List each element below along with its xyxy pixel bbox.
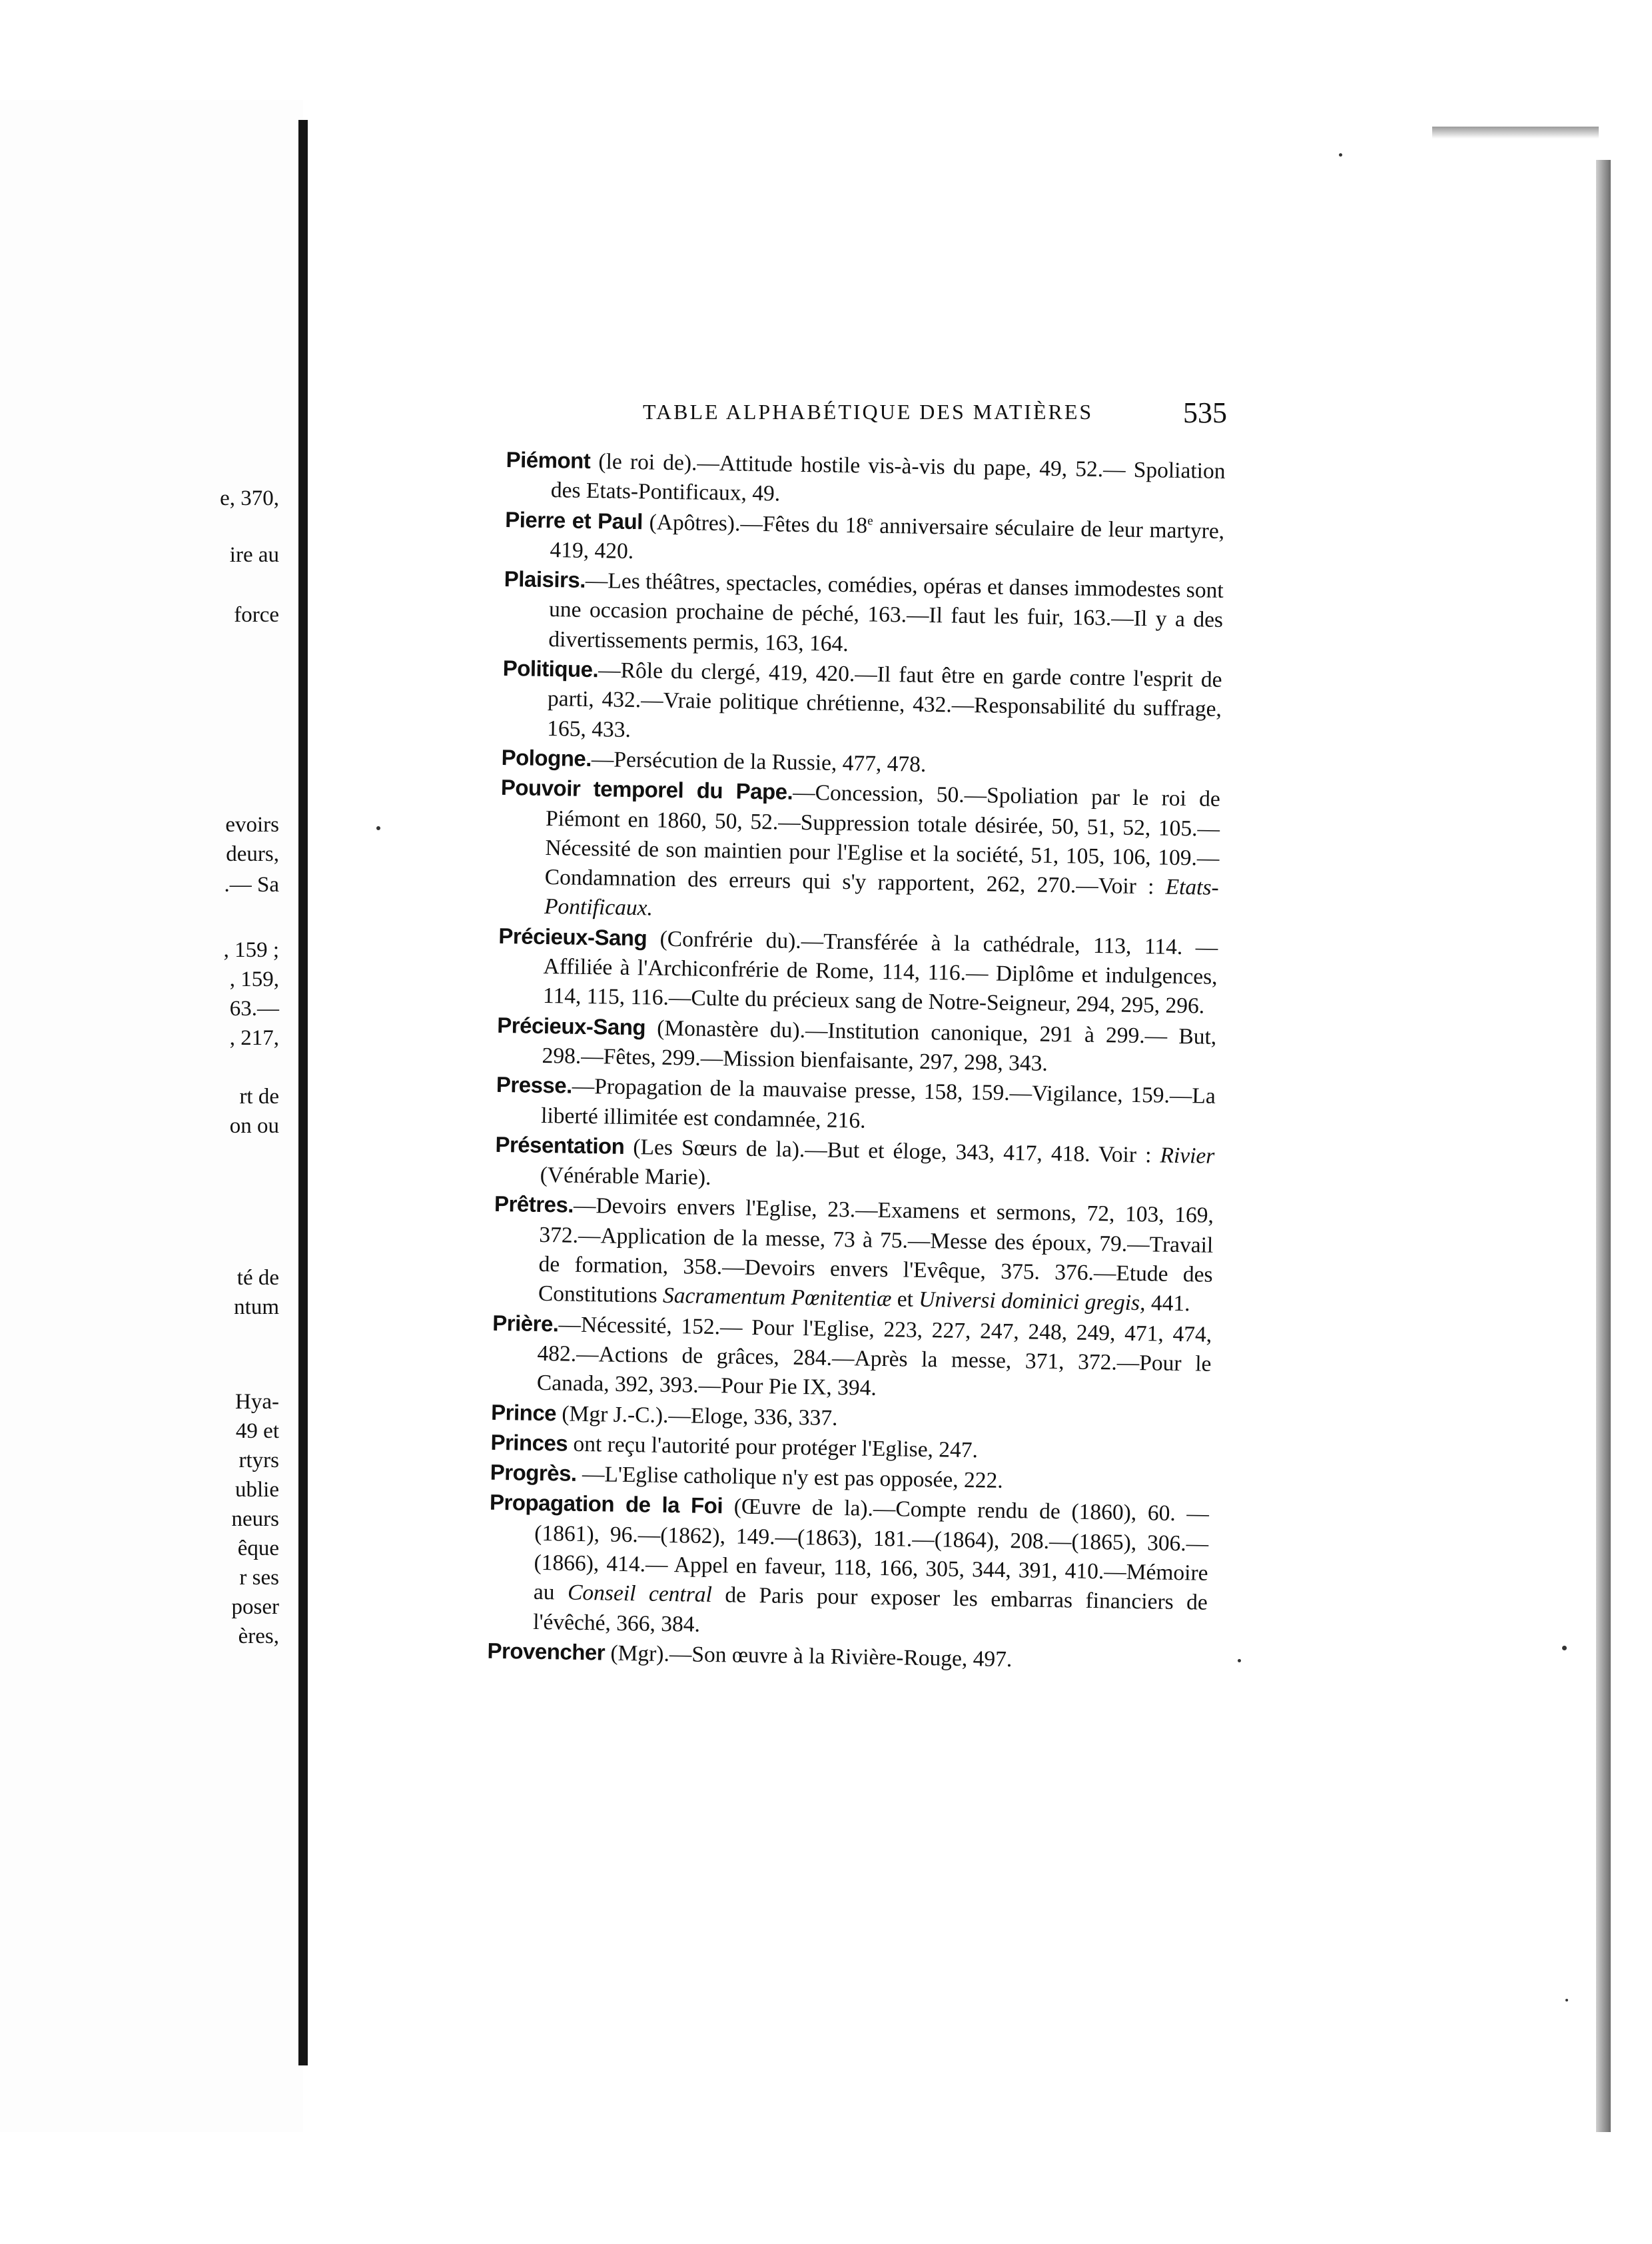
entry-text: —Devoirs envers l'Eglise, 23.—Examens et sermons, 72, 103, 169, 372.—Application de la messe, 73 à 75.—Messe des époux, 79.—Travail de formation, 358.—Devoirs envers l'Evêque, 375. 376.—Etude des Constitutions: [538, 1193, 1214, 1309]
left-page-text-fragment: deurs,: [226, 842, 279, 866]
entry-text: (le roi de).—Attitude hostile vis-à-vis du pape, 49, 52.— Spoliation des Etats-Pontificaux, 49.: [550, 448, 1226, 506]
entry-heading: Propagation de la Foi: [489, 1490, 723, 1518]
entry-italic-reference: Universi dominici gregis,: [919, 1287, 1146, 1316]
entry-heading: Piémont: [506, 446, 591, 473]
entry-heading: Prince: [490, 1399, 557, 1425]
left-page-text-fragment: , 217,: [229, 1026, 279, 1050]
left-page-text-fragment: r ses: [239, 1566, 279, 1590]
left-page-text-fragment: on ou: [229, 1114, 279, 1138]
index-entry: [503, 564, 1224, 665]
entry-text: anniversaire séculaire de leur martyre, 419, 420.: [550, 513, 1225, 564]
index-entry: [492, 1308, 1212, 1408]
entry-text: —Rôle du clergé, 419, 420.—Il faut être en garde contre l'esprit de parti, 432.—Vraie politique chrétienne, 432.—Responsabilité du suffrage, 165, 433.: [547, 658, 1222, 742]
index-entry: [504, 505, 1224, 576]
entry-text: (Mgr).—Son œuvre à la Rivière-Rouge, 497.: [604, 1640, 1013, 1672]
left-page-text-fragment: poser: [231, 1595, 279, 1619]
left-page-text-fragment: té de: [236, 1266, 279, 1290]
index-entries: [487, 445, 1226, 1678]
scan-speck: [1562, 1646, 1567, 1650]
index-entry: [488, 1488, 1209, 1647]
index-entry: [493, 1189, 1214, 1319]
entry-heading: Pologne.: [501, 744, 592, 772]
scan-speck: [1238, 1659, 1241, 1662]
scan-margin-bottom: [0, 2132, 1652, 2244]
index-entry: [502, 654, 1222, 754]
entry-text: (Mgr J.-C.).—Eloge, 336, 337.: [556, 1401, 838, 1430]
left-page-text-fragment: neurs: [231, 1507, 279, 1531]
left-page-text-fragment: Hya-: [235, 1390, 279, 1414]
entry-text: (Apôtres).—Fêtes du 18: [642, 509, 868, 538]
left-page-text-fragment: ères,: [238, 1624, 279, 1648]
entry-heading: Provencher: [487, 1638, 606, 1665]
left-facing-page: [0, 100, 303, 2132]
entry-text: —Les théâtres, spectacles, comédies, opéras et danses immodestes sont une occasion prochaine de péché, 163.—Il faut les fuir, 163.—Il y a des divertissements permis, 163, 164.: [548, 568, 1224, 656]
entry-text: (Les Sœurs de la).—But et éloge, 343, 417, 418. Voir :: [624, 1134, 1160, 1168]
left-page-text-fragment: , 159,: [229, 967, 279, 991]
index-entry: [494, 1130, 1214, 1201]
page-number: 535: [1183, 396, 1227, 429]
left-page-text-fragment: rt de: [239, 1085, 279, 1109]
entry-italic-reference: Conseil central: [567, 1580, 713, 1608]
index-entry: [498, 921, 1218, 1022]
entry-text: —Nécessité, 152.— Pour l'Eglise, 223, 227, 247, 248, 249, 471, 474, 482.—Actions de grâces, 284.—Après la messe, 371, 372.—Pour le Canada, 392, 393.—Pour Pie IX, 394.: [536, 1312, 1212, 1401]
entry-text: ont reçu l'autorité pour protéger l'Eglise, 247.: [567, 1431, 979, 1463]
book-gutter: [298, 120, 308, 2065]
entry-heading: Princes: [490, 1429, 568, 1456]
entry-heading: Présentation: [495, 1131, 625, 1159]
entry-italic-reference: Sacramentum Pœnitentiæ: [662, 1283, 892, 1312]
entry-heading: Pierre et Paul: [504, 506, 643, 534]
entry-text: —Persécution de la Russie, 477, 478.: [591, 747, 927, 777]
entry-text: —Propagation de la mauvaise presse, 158, 159.—Vigilance, 159.—La liberté illimitée est condamnée, 216.: [540, 1073, 1216, 1133]
entry-text: —L'Eglise catholique n'y est pas opposée, 222.: [576, 1461, 1003, 1493]
entry-text: (Œuvre de la).—Compte rendu de (1860), 60. —(1861), 96.—(1862), 149.—(1863), 181.—(1864), 208.—(1865), 306.— (1866), 414.— Appel en faveur, 118, 166, 305, 344, 391, 410.—Mémoire au: [533, 1494, 1210, 1605]
entry-text: (Monastère du).—Institution canonique, 291 à 299.— But, 298.—Fêtes, 299.—Mission bienfaisante, 297, 298, 343.: [542, 1015, 1217, 1076]
left-page-text-fragment: ublie: [235, 1478, 279, 1502]
left-page-text-fragment: force: [234, 603, 279, 627]
left-page-text-fragment: 63.—: [229, 997, 279, 1021]
left-page-text-fragment: e, 370,: [220, 486, 279, 510]
scan-speck: [376, 826, 380, 830]
left-page-text-fragment: 49 et: [235, 1419, 279, 1443]
index-entry: [499, 773, 1220, 932]
entry-text: e: [867, 513, 873, 528]
index-entry: [506, 445, 1226, 516]
entry-text: (Vénérable Marie).: [540, 1163, 711, 1191]
entry-text: —Concession, 50.—Spoliation par le roi de Piémont en 1860, 50, 52.—Suppression totale désirée, 50, 51, 52, 105.—Nécessité de son maintien pour l'Eglise et la société, 51, 105, 106, 109.—Condamnation des erreurs qui s'y rapportent, 262, 270.—Voir :: [544, 780, 1221, 899]
left-page-text-fragment: evoirs: [225, 813, 279, 837]
entry-italic-reference: Etats-Pontificaux.: [544, 874, 1219, 921]
entry-heading: Plaisirs.: [504, 566, 586, 593]
left-page-text-fragment: ire au: [229, 543, 279, 567]
page-edge-shadow-top: [1432, 127, 1599, 139]
left-page-text-fragment: rtyrs: [238, 1448, 279, 1472]
entry-heading: Politique.: [502, 656, 599, 682]
index-entry: [496, 1070, 1216, 1141]
left-page-text-fragment: , 159 ;: [223, 938, 279, 962]
left-page-text-fragment: ntum: [234, 1295, 279, 1319]
entry-text: (Confrérie du).—Transférée à la cathédrale, 113, 114. —Affiliée à l'Archiconfrérie de Rome, 114, 116.— Diplôme et indulgences, 114, 115, 116.—Culte du précieux sang de Notre-Seigneur, 294, 295, 296.: [542, 926, 1218, 1019]
entry-heading: Pouvoir temporel du Pape.: [500, 775, 793, 805]
entry-italic-reference: Rivier: [1160, 1143, 1215, 1169]
entry-heading: Prière.: [492, 1310, 559, 1337]
entry-heading: Prêtres.: [494, 1191, 574, 1218]
left-page-text-fragment: .— Sa: [224, 873, 279, 897]
entry-heading: Précieux-Sang: [498, 923, 647, 951]
running-title: TABLE ALPHABÉTIQUE DES MATIÈRES: [643, 400, 1094, 424]
entry-heading: Presse.: [496, 1072, 573, 1098]
scan-speck: [1339, 153, 1342, 157]
page-edge-shadow: [1596, 160, 1611, 2132]
index-entry: [496, 1011, 1216, 1082]
left-page-text-fragment: êque: [237, 1536, 279, 1560]
entry-text: 441.: [1145, 1291, 1190, 1317]
entry-heading: Précieux-Sang: [497, 1012, 646, 1040]
entry-heading: Progrès.: [490, 1459, 577, 1486]
entry-text: de Paris pour exposer les embarras financiers de l'évêché, 366, 384.: [532, 1582, 1208, 1637]
scan-speck: [1565, 1999, 1568, 2001]
entry-text: et: [891, 1287, 919, 1313]
